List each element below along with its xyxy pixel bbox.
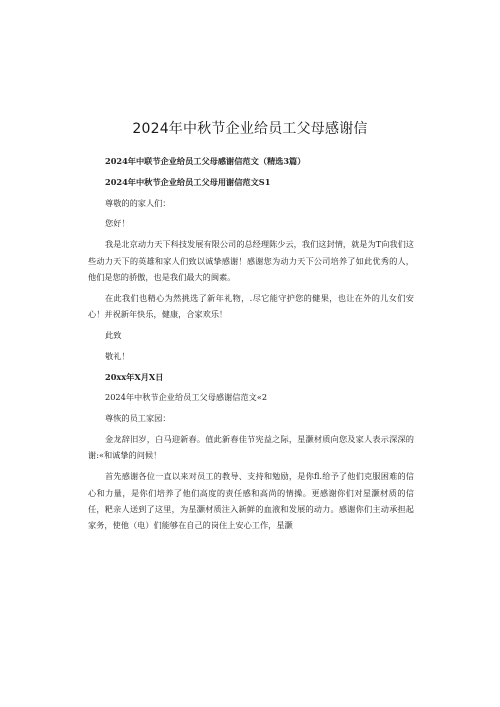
paragraph: 2024年中联节企业给员工父母感谢信范文（精选3篇） — [105, 156, 306, 166]
paragraph: 尊敬的的家人们： — [105, 197, 171, 208]
paragraph: 金龙辞旧岁，白马迎新春。值此新春佳节宪益之际，星灏材质向您及家人表示深深的谢:«和诚挚的问候！ — [88, 433, 414, 461]
paragraph: 我是北京动力天下科技发展有限公司的总经理陈少云，我们这封情，就是为T向我们这些动力天下的英雄和家人们致以诚挚感谢！感谢您为动力天下公司培养了如此优秀的人，他们是您的骄傲，也是我们最大的闽素。 — [88, 239, 414, 282]
paragraph: 首先感谢各位一直以来对员工的教导、支持和勉励，是你fl.给予了他们克服困难的信心和力量，是你们培养了他们高度的责任感和高尚的情操。更感谢你们对星灏材质的信任，粑亲人送到了这里，为星灏材质注入新鲜的血液和发展的动力。感谢你们主动承担起家务，使他（电）们能够在自己的岗住上安心工作，星灏 — [88, 471, 414, 531]
document-body — [88, 153, 414, 538]
paragraph: 在此我们也精心为然挑选了新年礼物，.尽它能守护您的健果，也让在外的儿女们安心！并祝新年快乐，健康，合家欢乐！ — [88, 292, 414, 320]
paragraph: 此致 — [105, 330, 122, 340]
paragraph: 敬礼！ — [105, 350, 130, 361]
paragraph: 2024年中秋节企业给员工父母用谢信范文S1 — [105, 176, 271, 187]
paragraph: 2024年中秋节企业给员工父母感谢信范文«2 — [105, 392, 268, 403]
paragraph: 您好！ — [105, 218, 130, 229]
paragraph: 尊恢的员工家园： — [105, 413, 171, 424]
paragraph: 20xx年X月X日 — [105, 371, 164, 382]
document-title: 2024年中秋节企业给员工父母感谢信 — [132, 121, 368, 137]
